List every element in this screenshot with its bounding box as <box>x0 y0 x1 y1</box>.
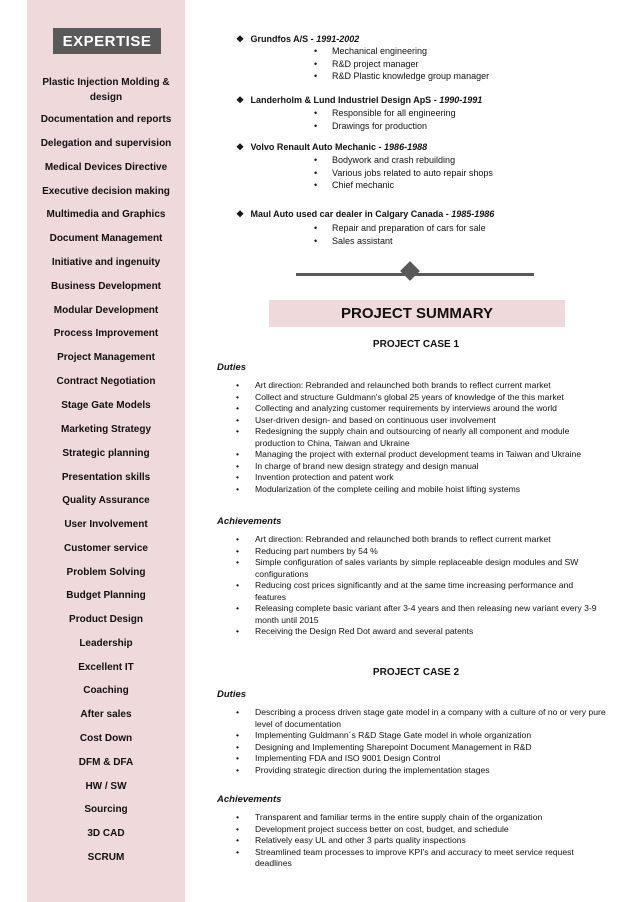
skill-item: Budget Planning <box>66 590 146 601</box>
skill-item: Modular Development <box>53 305 159 316</box>
job-roles <box>314 222 486 247</box>
skill-item: Problem Solving <box>66 567 146 578</box>
skill-item: Coaching <box>83 685 129 696</box>
job-heading <box>236 142 427 153</box>
skill-item: Marketing Strategy <box>60 424 152 435</box>
skill-item: Presentation skills <box>61 472 151 483</box>
list-item: • Describing a process driven stage gate model in a company with a culture of no or very pure level of documentation <box>236 707 606 730</box>
list-item: • User-driven design- and based on continuous user involvement <box>236 415 606 427</box>
diamond-bullet-icon: ❖ <box>236 142 245 152</box>
list-item: • In charge of brand new design strategy and design manual <box>236 461 606 473</box>
skill-item: Strategic planning <box>62 448 150 459</box>
duties-list <box>236 380 606 495</box>
job-heading <box>236 34 359 45</box>
list-item: • Modularization of the complete ceiling and mobile hoist lifting systems <box>236 484 606 496</box>
list-item: • Collect and structure Guldmann's global 25 years of knowledge of the this market <box>236 392 606 404</box>
list-item: • Redesigning the supply chain and outsourcing of nearly all component and module production to China, Taiwan and Ukraine <box>236 426 606 449</box>
list-item: • Development project success better on cost, budget, and schedule <box>236 824 606 836</box>
role-item: • Various jobs related to auto repair shops <box>314 167 493 180</box>
role-item: • R&D Plastic knowledge group manager <box>314 70 489 83</box>
duties-list <box>236 707 606 776</box>
job-years: 1985-1986 <box>451 209 495 219</box>
list-item: • Relatively easy UL and other 3 parts quality inspections <box>236 835 606 847</box>
case-title: PROJECT CASE 1 <box>372 339 460 350</box>
role-item: • R&D project manager <box>314 58 489 71</box>
role-item: • Sales assistant <box>314 235 486 248</box>
role-item: • Chief mechanic <box>314 179 493 192</box>
duties-heading: Duties <box>217 689 247 700</box>
list-item: • Art direction: Rebranded and relaunched both brands to reflect current market <box>236 534 606 546</box>
list-item: • Implementing FDA and ISO 9001 Design Control <box>236 753 606 765</box>
list-item: • Transparent and familiar terms in the entire supply chain of the organization <box>236 812 606 824</box>
job-roles <box>314 154 493 192</box>
skill-item: Product Design <box>69 614 143 625</box>
skill-item: Delegation and supervision <box>40 138 172 149</box>
job-company: Maul Auto used car dealer in Calgary Canada - <box>250 209 449 219</box>
skill-item: Initiative and ingenuity <box>51 257 161 268</box>
project-summary-heading: PROJECT SUMMARY <box>269 300 565 327</box>
skill-item: DFM & DFA <box>78 757 134 768</box>
skill-item: SCRUM <box>87 852 125 863</box>
job-years: 1990-1991 <box>439 95 483 105</box>
skill-item: Quality Assurance <box>62 495 150 506</box>
skill-item: Medical Devices Directive <box>44 162 168 173</box>
duties-heading: Duties <box>217 362 247 373</box>
diamond-bullet-icon: ❖ <box>236 34 245 44</box>
diamond-bullet-icon: ❖ <box>236 209 245 219</box>
list-item: • Implementing Guldmann´s R&D Stage Gate model in whole organization <box>236 730 606 742</box>
skill-item: Plastic Injection Molding & design <box>42 77 170 103</box>
skill-item: User Involvement <box>64 519 148 530</box>
job-company: Landerholm & Lund Industriel Design ApS - <box>250 95 437 105</box>
case-title: PROJECT CASE 2 <box>372 667 460 678</box>
skill-item: Contract Negotiation <box>56 376 156 387</box>
skill-item: Sourcing <box>84 804 128 815</box>
divider-diamond-icon <box>400 261 420 281</box>
skill-item: 3D CAD <box>87 828 125 839</box>
skill-item: Excellent IT <box>78 662 134 673</box>
skill-item: Documentation and reports <box>40 114 172 125</box>
skill-item: Executive decision making <box>42 186 170 197</box>
job-heading <box>236 209 494 220</box>
role-item: • Drawings for production <box>314 120 456 133</box>
job-roles <box>314 107 456 132</box>
list-item: • Designing and Implementing Sharepoint Document Management in R&D <box>236 742 606 754</box>
list-item: • Reducing part numbers by 54 % <box>236 546 606 558</box>
role-item: • Mechanical engineering <box>314 45 489 58</box>
job-years: 1986-1988 <box>384 142 428 152</box>
skill-item: Stage Gate Models <box>61 400 151 411</box>
skill-item: Project Management <box>57 352 155 363</box>
list-item: • Receiving the Design Red Dot award and several patents <box>236 626 606 638</box>
job-roles <box>314 45 489 83</box>
list-item: • Art direction: Rebranded and relaunched both brands to reflect current market <box>236 380 606 392</box>
list-item: • Providing strategic direction during the implementation stages <box>236 765 606 777</box>
list-item: • Invention protection and patent work <box>236 472 606 484</box>
skill-item: Leadership <box>79 638 133 649</box>
role-item: • Repair and preparation of cars for sale <box>314 222 486 235</box>
expertise-heading: EXPERTISE <box>53 28 161 54</box>
skill-item: Process Improvement <box>53 328 159 339</box>
job-company: Grundfos A/S - <box>250 34 314 44</box>
achievements-heading: Achievements <box>217 794 282 805</box>
job-years: 1991-2002 <box>316 34 360 44</box>
achievements-list <box>236 812 606 870</box>
skill-item: After sales <box>80 709 132 720</box>
list-item: • Releasing complete basic variant after 3-4 years and then releasing new variant every 3-9 month until 2015 <box>236 603 606 626</box>
role-item: • Responsible for all engineering <box>314 107 456 120</box>
list-item: • Managing the project with external product development teams in Taiwan and Ukraine <box>236 449 606 461</box>
skill-item: Multimedia and Graphics <box>46 209 166 220</box>
diamond-bullet-icon: ❖ <box>236 95 245 105</box>
role-item: • Bodywork and crash rebuilding <box>314 154 493 167</box>
skill-item: Business Development <box>50 281 162 292</box>
skill-item: Customer service <box>64 543 148 554</box>
list-item: • Streamlined team processes to improve KPI's and accuracy to meet service request deadlines <box>236 847 606 870</box>
achievements-heading: Achievements <box>217 516 282 527</box>
list-item: • Reducing cost prices significantly and at the same time increasing performance and features <box>236 580 606 603</box>
skill-item: Document Management <box>49 233 163 244</box>
job-heading <box>236 95 482 106</box>
job-company: Volvo Renault Auto Mechanic - <box>250 142 382 152</box>
skill-item: Cost Down <box>79 733 133 744</box>
list-item: • Collecting and analyzing customer requirements by interviews around the world <box>236 403 606 415</box>
skill-item: HW / SW <box>85 781 127 792</box>
list-item: • Simple configuration of sales variants by simple replaceable design modules and SW configurations <box>236 557 606 580</box>
achievements-list <box>236 534 606 638</box>
